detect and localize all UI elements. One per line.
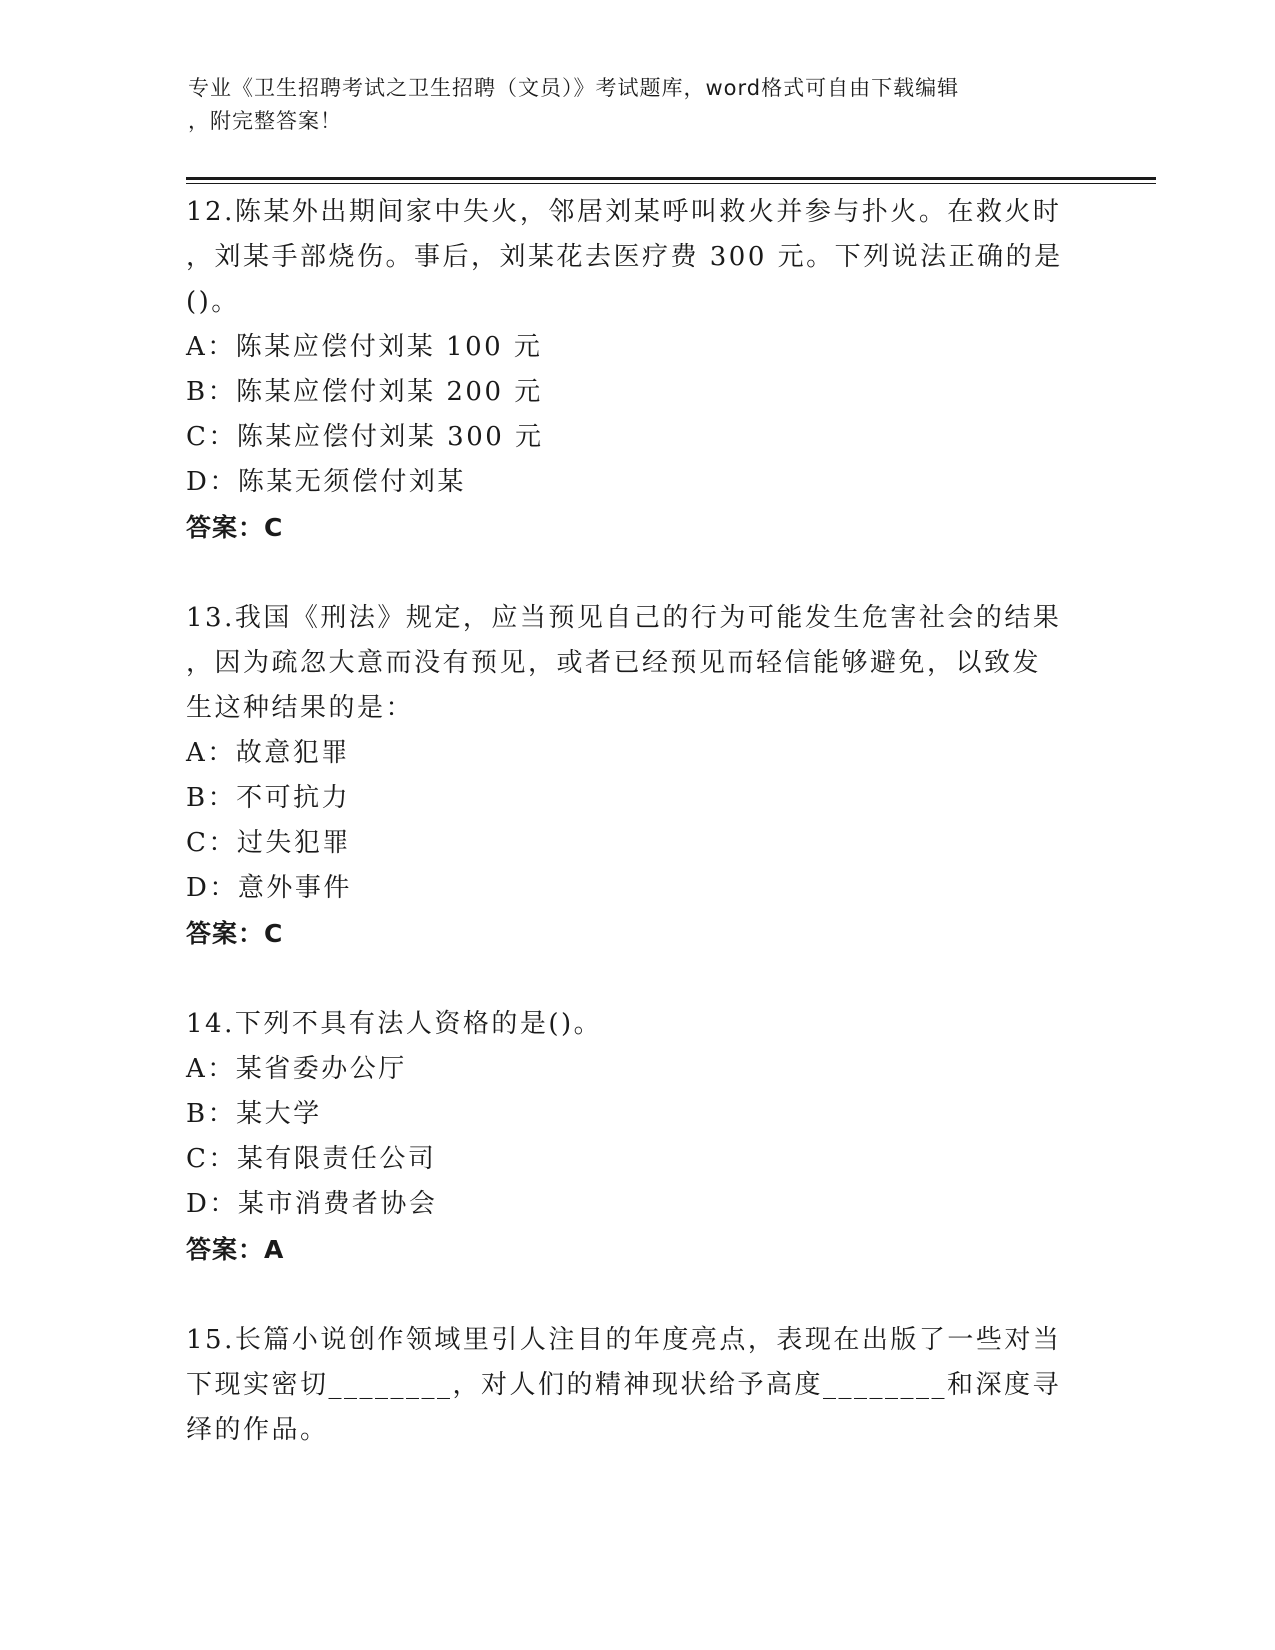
answer-text: 答案：A: [186, 1235, 285, 1264]
question-13: [186, 596, 1086, 956]
option-b: B：陈某应偿付刘某 200 元: [186, 377, 543, 407]
option-a: A：故意犯罪: [186, 738, 350, 768]
header-line-1: 专业《卫生招聘考试之卫生招聘（文员）》考试题库，word格式可自由下载编辑: [188, 76, 960, 100]
option-d: D：陈某无须偿付刘某: [186, 467, 466, 497]
question-stem-line: ，刘某手部烧伤。事后，刘某花去医疗费 300 元。下列说法正确的是: [186, 242, 1063, 272]
question-15: [186, 1318, 1086, 1453]
question-stem-line: 生这种结果的是：: [186, 693, 415, 723]
question-stem-line: 14.下列不具有法人资格的是()。: [186, 1009, 603, 1039]
question-stem-line: 15.长篇小说创作领域里引人注目的年度亮点，表现在出版了一些对当: [186, 1325, 1062, 1355]
question-14: [186, 1002, 1086, 1272]
answer-text: 答案：C: [186, 513, 284, 542]
question-12: [186, 190, 1086, 550]
header-divider-thick: [186, 177, 1156, 180]
question-spacer: [186, 550, 1086, 596]
document-header: [188, 72, 1068, 138]
answer-text: 答案：C: [186, 919, 284, 948]
question-stem-line: 13.我国《刑法》规定，应当预见自己的行为可能发生危害社会的结果: [186, 603, 1062, 633]
option-c: C：某有限责任公司: [186, 1144, 437, 1174]
question-stem-line: 12.陈某外出期间家中失火，邻居刘某呼叫救火并参与扑火。在救火时: [186, 197, 1062, 227]
option-a: A：某省委办公厅: [186, 1054, 407, 1084]
option-d: D：某市消费者协会: [186, 1189, 438, 1219]
option-a: A：陈某应偿付刘某 100 元: [186, 332, 543, 362]
header-divider-thin: [186, 183, 1156, 184]
question-list: [186, 190, 1086, 1453]
option-d: D：意外事件: [186, 873, 352, 903]
option-c: C：陈某应偿付刘某 300 元: [186, 422, 544, 452]
question-stem-line: ()。: [186, 287, 240, 317]
question-spacer: [186, 1272, 1086, 1318]
header-line-2: ，附完整答案！: [188, 109, 342, 133]
question-stem-line: 下现实密切________，对人们的精神现状给予高度________和深度寻: [186, 1370, 1062, 1400]
option-c: C：过失犯罪: [186, 828, 351, 858]
question-stem-line: ，因为疏忽大意而没有预见，或者已经预见而轻信能够避免，以致发: [186, 648, 1042, 678]
option-b: B：不可抗力: [186, 783, 351, 813]
question-stem-line: 绎的作品。: [186, 1415, 329, 1445]
question-spacer: [186, 956, 1086, 1002]
option-b: B：某大学: [186, 1099, 322, 1129]
